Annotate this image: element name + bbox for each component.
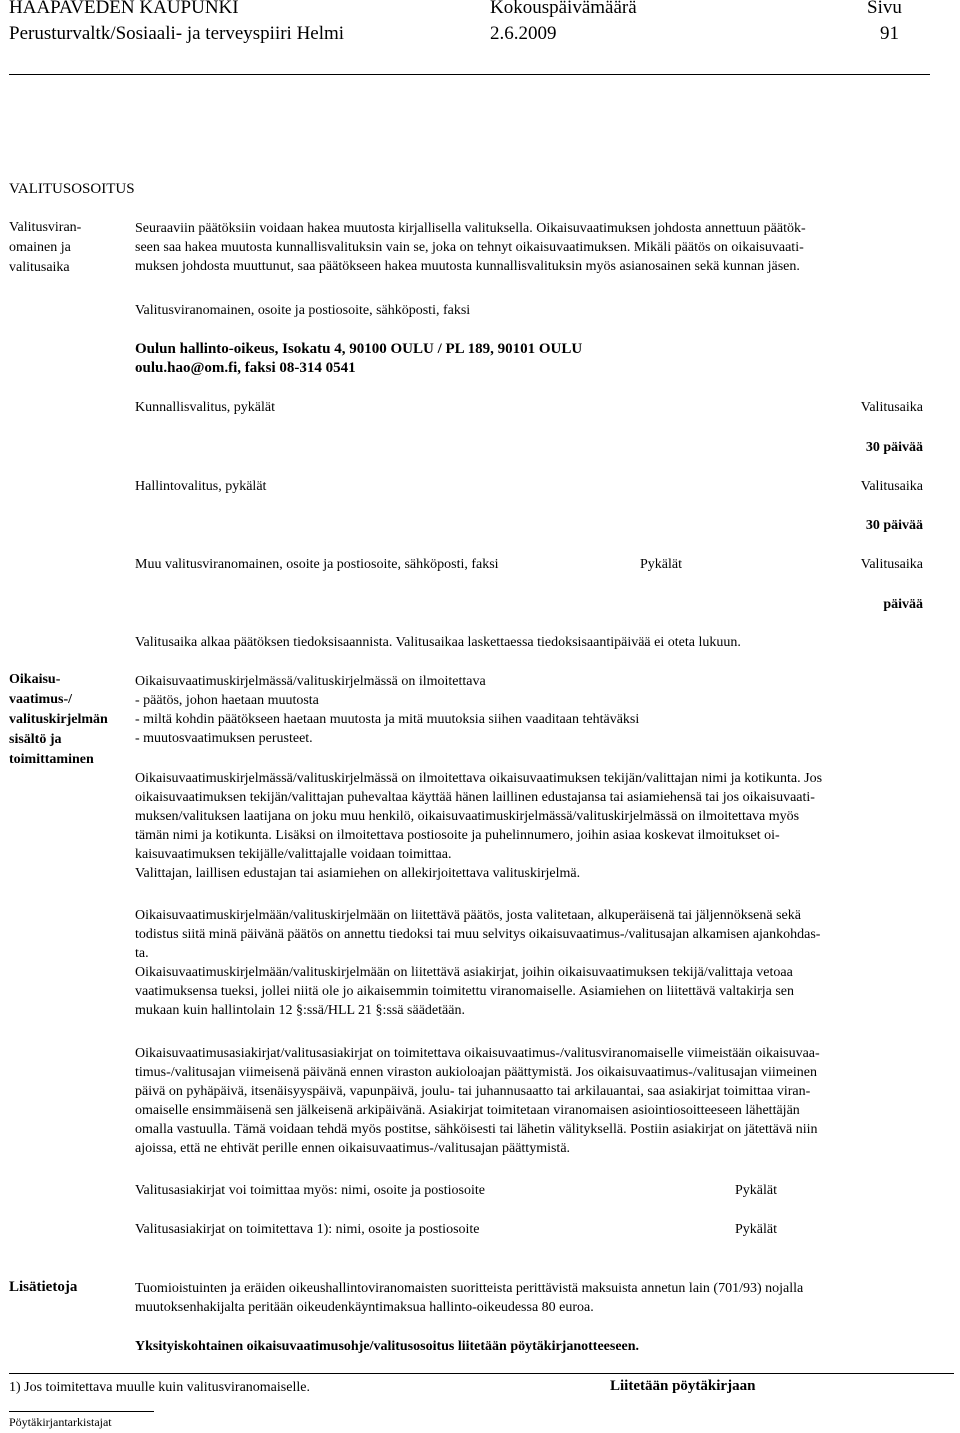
meeting-date-label: Kokouspäivämäärä [490,0,637,18]
appeal-intro: Seuraaviin päätöksiin voidaan hakea muutosta kirjallisella valituksella. Oikaisuvaatimuksen johdosta annettuun päätök- seen saa hakea muutosta kunnallisvalituksin vain se, joka on tehnyt oikaisuvaatimuksen. Mikäli päätös on oikaisuvaati- muksen johdosta muuttunut, saa päätökseen hakea muutosta kunnallisvalituksin myös asianosainen sekä kunnan jäsen. [135,221,806,274]
other-appeal-period: päivää [883,597,923,612]
required-recipient-sections: Pykälät [735,1222,777,1237]
attachment-note: Liitetään pöytäkirjaan [610,1378,756,1394]
section-label-further-info: Lisätietoja [9,1279,78,1295]
footer-rule [9,1373,954,1374]
authority-contact: oulu.hao@om.fi, faksi 08-314 0541 [135,360,356,376]
municipal-appeal-period-label: Valitusaika [860,400,923,415]
municipal-appeal-sections: Kunnallisvalitus, pykälät [135,400,275,415]
section-label-appeal-content: Oikaisu- vaatimus-/ valituskirjelmän sisältö ja toimittaminen [9,672,108,767]
meeting-date: 2.6.2009 [490,23,557,44]
footnote: 1) Jos toimitettava muulle kuin valitusviranomaiselle. [9,1380,310,1395]
administrative-appeal-sections: Hallintovalitus, pykälät [135,479,267,494]
page-label: Sivu [867,0,902,18]
signature-rule [9,1411,154,1412]
section-label-appeal-authority: Valitusviran- omainen ja valitusaika [9,220,82,275]
authority-heading: Valitusviranomainen, osoite ja postiosoite, sähköposti, faksi [135,303,471,318]
administrative-appeal-period-label: Valitusaika [860,479,923,494]
alternative-recipient: Valitusasiakirjat voi toimittaa myös: nimi, osoite ja postiosoite [135,1183,485,1198]
org-name: HAAPAVEDEN KAUPUNKI [9,0,239,18]
other-authority-heading: Muu valitusviranomainen, osoite ja postiosoite, sähköposti, faksi [135,557,499,572]
authority-address: Oulun hallinto-oikeus, Isokatu 4, 90100 OULU / PL 189, 90101 OULU [135,341,583,357]
alternative-recipient-sections: Pykälät [735,1183,777,1198]
detailed-instructions-note: Yksityiskohtainen oikaisuvaatimusohje/valitusosoitus liitetään pöytäkirjanotteeseen. [135,1339,640,1354]
required-recipient: Valitusasiakirjat on toimitettava 1): nimi, osoite ja postiosoite [135,1222,480,1237]
delivery-paragraph: Oikaisuvaatimusasiakirjat/valitusasiakirjat on toimitettava oikaisuvaatimus-/valitusviranomaiselle viimeistään oikaisuvaa- timus-/valitusajan viimeisenä päivänä ennen viraston aukioloajan päättymistä. Jos oikaisuvaatimus-/valitusajan viimeinen päivä on pyhäpäivä, itsenäisyyspäivä, vapunpäivä, joulu- tai juhannusaatto tai arkilauantai, saa asiakirjat toimittaa viran- omaiselle ensimmäisenä sen jälkeisenä arkipäivänä. Asiakirjat toimitetaan viranomaisen asiointiosoitteeseen lähettäjän omalla vastuulla. Tämä voidaan tehdä myös postitse, sähköisesti tai lähetin välityksellä. Postiin asiakirjat on jätettävä niin ajoissa, että ne ehtivät perille ennen oikaisuvaatimus-/valitusajan päättymistä. [135,1046,820,1156]
fees-paragraph: Tuomioistuinten ja eräiden oikeushallintoviranomaisten suoritteista perittävistä maksuista annetun lain (701/93) nojalla muutoksenhakijalta peritään oikeudenkäyntimaksua hallinto-oikeudessa 80 euroa. [135,1281,804,1315]
municipal-appeal-period: 30 päivää [865,440,923,455]
other-authority-sections-label: Pykälät [640,557,682,572]
header-rule [9,74,930,75]
other-appeal-period-label: Valitusaika [860,557,923,572]
appellant-details-paragraph: Oikaisuvaatimuskirjelmässä/valituskirjelmässä on ilmoitettava oikaisuvaatimuksen tekijän/valittajan nimi ja kotikunta. Jos oikaisuvaatimuksen tekijän/valittajan puhevaltaa käyttää hänen laillinen edustajansa tai asiamiehensä tai jos oikaisuvaati- muksen/valituksen laatijana on joku muu henkilö, oikaisuvaatimuskirjelmässä/valituskirjelmässä on ilmoitettava myös tämän nimi ja kotikunta. Lisäksi on ilmoitettava postiosoite ja puhelinnumero, joihin asiaa koskevat ilmoitukset oi- kaisuvaatimuksen tekijälle/valittajalle voidaan toimittaa. Valittajan, laillisen edustajan tai asiamiehen on allekirjoitettava valituskirjelmä. [135,771,823,881]
attachments-paragraph: Oikaisuvaatimuskirjelmään/valituskirjelmään on liitettävä päätös, josta valitetaan, alkuperäisenä tai jäljennöksenä sekä todistus siitä minä päivänä päätös on annettu tiedoksi tai muu selvitys oikaisuvaatimus-/valitusajan alkamisen ajankohdas- ta. Oikaisuvaatimuskirjelmään/valituskirjelmään on liitettävä asiakirjat, joihin oikaisuvaatimuksen tekijä/valittaja vetoaa vaatimuksensa tueksi, jollei niitä ole jo aikaisemmin toimitettu viranomaiselle. Asiamiehen on liitettävä valtakirja sen mukaan kuin hallintolain 12 §:ssä/HLL 21 §:ssä säädetään. [135,908,821,1018]
administrative-appeal-period: 30 päivää [865,518,923,533]
page-number: 91 [880,23,899,44]
minutes-checkers-label: Pöytäkirjantarkistajat [9,1415,112,1429]
page-title: VALITUSOSOITUS [9,181,135,197]
department-name: Perusturvaltk/Sosiaali- ja terveyspiiri Helmi [9,23,345,44]
appeal-period-note: Valitusaika alkaa päätöksen tiedoksisaannista. Valitusaikaa laskettaessa tiedoksisaantipäivää ei oteta lukuun. [135,635,741,650]
appeal-content-list: Oikaisuvaatimuskirjelmässä/valituskirjelmässä on ilmoitettava - päätös, johon haetaan muutosta - miltä kohdin päätökseen haetaan muutosta ja mitä muutoksia siihen vaaditaan tehtäväksi - muutosvaatimuksen perusteet. [135,674,640,746]
